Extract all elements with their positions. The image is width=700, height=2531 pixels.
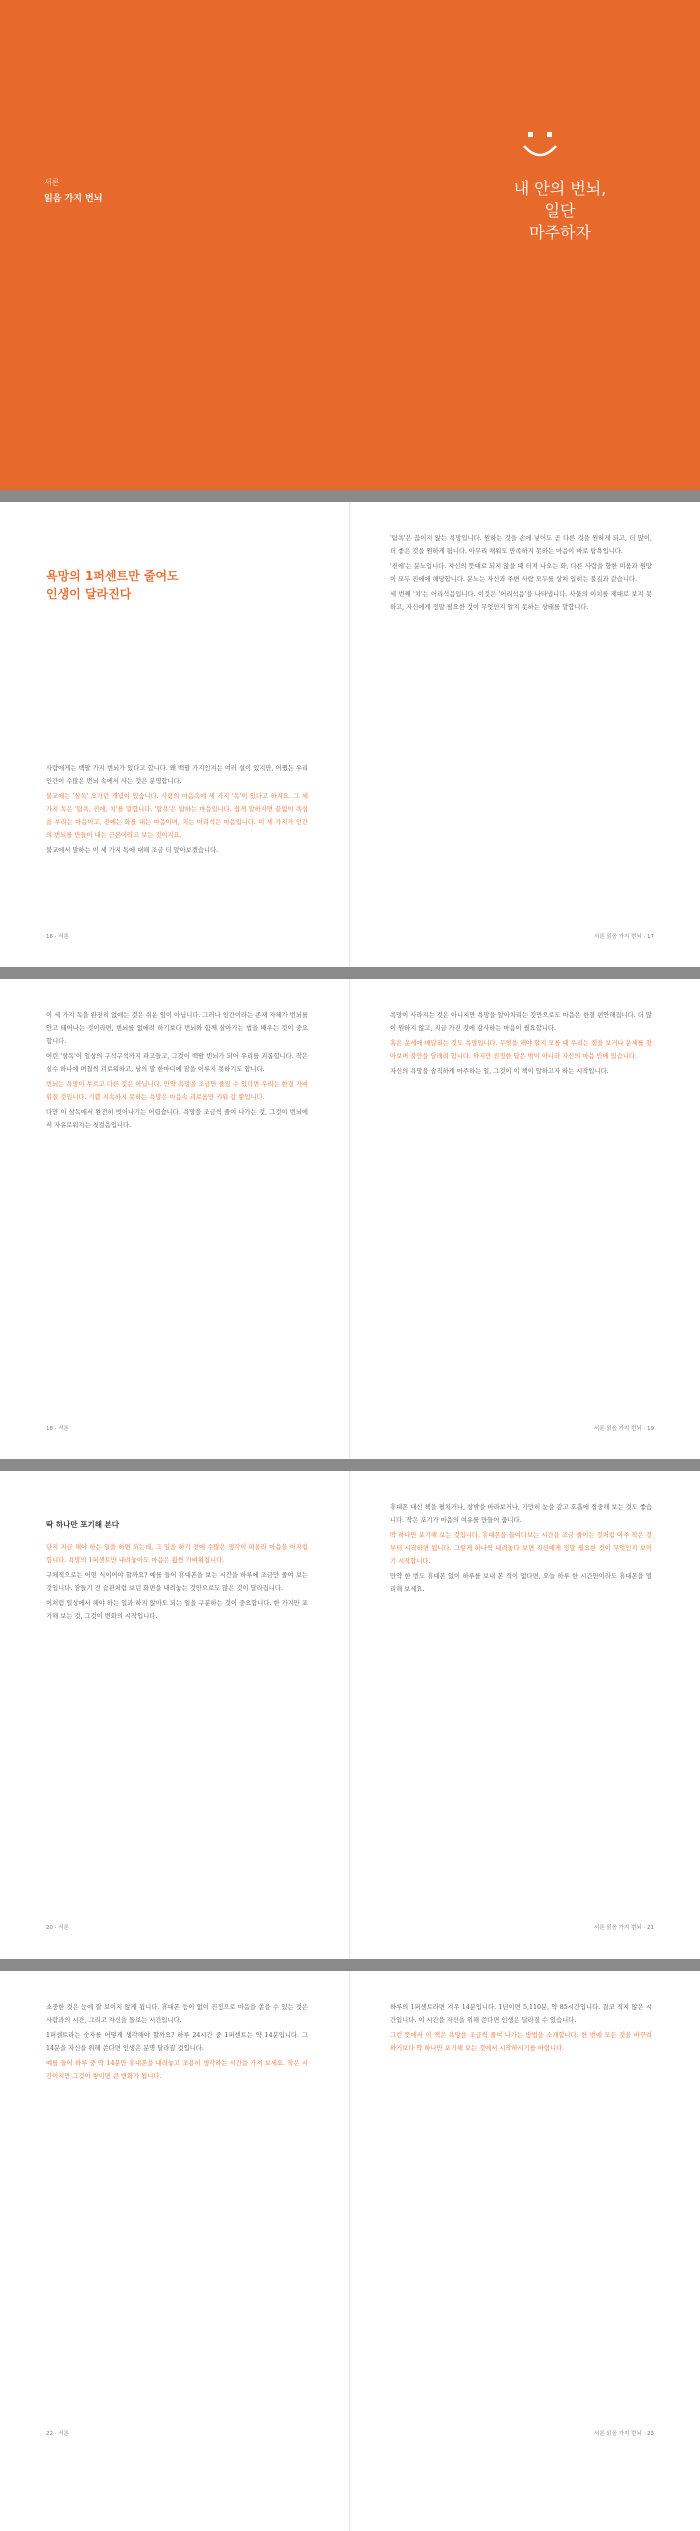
spine	[349, 1971, 351, 2531]
left-column	[46, 1541, 308, 1625]
paragraph: 휴대폰 대신 책을 펼치거나, 창밖을 바라보거나, 가만히 눈을 감고 호흡에 집중해 보는 것도 좋습니다. 작은 포기가 마음의 여유를 만들어 줍니다.	[390, 1504, 652, 1524]
left-column	[46, 1009, 308, 1134]
page-divider	[0, 1459, 700, 1471]
paragraph: 1퍼센트라는 숫자를 어떻게 생각해야 할까요? 하루 24시간 중 1퍼센트는 약 14분입니다. 그 14분을 자신을 위해 쓴다면 인생은 분명 달라질 것입니다.	[46, 2032, 308, 2052]
paragraph: 구체적으로는 어떤 식이어야 할까요? 예를 들어 휴대폰을 보는 시간을 하루에 조금만 줄여 보는 것입니다. 잠들기 전 습관처럼 보던 화면을 내려놓는 것만으로도 많은 것이 달라집니다.	[46, 1572, 308, 1592]
paragraph: '진에'는 분노입니다. 자신의 뜻대로 되지 않을 때 터져 나오는 화, 다른 사람을 향한 미움과 원망이 모두 진에에 해당합니다. 분노는 자신과 주변 사람 모두를 상처 입히는 불길과 같습니다.	[390, 563, 652, 583]
page-heading-line: 욕망의 1퍼센트만 줄여도	[46, 569, 179, 583]
spine	[349, 1471, 351, 1959]
paragraph: 이처럼 일상에서 해야 하는 일과 하지 않아도 되는 일을 구분하는 것이 중요합니다. 한 가지만 포기해 보는 것, 그것이 변화의 시작입니다.	[46, 1600, 308, 1620]
paragraph: 어린 '삼독'이 일상의 구석구석까지 파고들고, 그것이 백팔 번뇌가 되어 우리를 괴롭힙니다. 작은 실수 하나에 며칠씩 괴로워하고, 남의 말 한마디에 잠을 이루지 못하기도 합니다.	[46, 1053, 308, 1073]
spine	[349, 502, 351, 967]
spine	[349, 979, 351, 1459]
page-number-right: 서론 읽음 가지 번뇌 · 21	[594, 1925, 654, 1931]
paragraph: 사람에게는 백팔 가지 번뇌가 있다고 합니다. 왜 백팔 가지인지는 여러 설이 있지만, 어쨌든 우리 인간이 수많은 번뇌 속에서 사는 것은 분명합니다.	[46, 765, 308, 785]
paragraph: 만약 한 번도 휴대폰 없이 하루를 보내 본 적이 없다면, 오늘 하루 한 시간만이라도 휴대폰을 멀리해 보세요.	[390, 1573, 652, 1593]
chapter-kicker: 서론	[44, 178, 60, 187]
chapter-title	[470, 178, 650, 244]
paragraph: 욕망이 사라지는 것은 아니지만 욕망을 알아차리는 것만으로도 마음은 한결 편안해집니다. 더 많이 원하지 않고, 지금 가진 것에 감사하는 마음이 필요합니다.	[390, 1012, 652, 1032]
book-spread	[0, 1971, 700, 2531]
paragraph: 예를 들어 하루 중 딱 14분만 휴대폰을 내려놓고 조용히 생각하는 시간을 가져 보세요. 작은 시간이지만 그것이 쌓이면 큰 변화가 됩니다.	[46, 2060, 308, 2080]
page-divider	[0, 1959, 700, 1971]
chapter-section: 읽음 가지 번뇌	[44, 194, 103, 204]
chapter-title-line: 내 안의 번뇌,	[513, 179, 607, 198]
page-heading-line: 인생이 달라진다	[46, 587, 132, 601]
page-number-left: 22 · 서론	[46, 2431, 69, 2437]
page-divider	[0, 967, 700, 979]
left-column	[46, 762, 308, 859]
section-heading: 딱 하나만 포기해 본다	[46, 1520, 120, 1529]
page-number-left: 20 · 서론	[46, 1925, 69, 1931]
paragraph: 소중한 것은 눈에 잘 보이지 않게 됩니다. 휴대폰 등이 없이 진정으로 마음을 쏟을 수 있는 것은 사람과의 시간, 그리고 자신을 돌보는 시간입니다.	[46, 2004, 308, 2024]
paragraph: 그런 뜻에서 이 책은 욕망을 조금씩 줄여 나가는 방법을 소개합니다. 한 번에 모든 것을 바꾸려 하기보다 딱 하나만 포기해 보는 것에서 시작하시기를 바랍니다.	[390, 2032, 652, 2052]
paragraph: 불교에서 말하는 이 세 가지 독에 대해 조금 더 알아보겠습니다.	[46, 847, 219, 854]
paragraph: 혹은 운세에 매달리는 것도 욕망입니다. 무엇을 해야 할지 모를 때 우리는 점을 보거나 운세를 찾아보며 불안을 달래려 합니다. 하지만 진정한 답은 밖이 아니라 자신의 마음 안에 있습니다.	[390, 1040, 652, 1060]
page-number-right: 서론 읽음 가지 번뇌 · 17	[594, 934, 654, 940]
chapter-title-line: 마주하자	[529, 223, 591, 242]
page-number-left: 16 · 서론	[46, 934, 69, 940]
paragraph: 불교에는 '삼독' 요가던 개념이 있습니다. 사람의 마음속에 세 가지 '독'이 있다고 하지요. 그 세 가지 독은 '탐욕, 진에, 치'를 말합니다. '탐욕'은 탐하는 마음입니다. 쉽게 말하자면 끝없이 욕심을 부리는 마음이고, 진에는 화를 내는 마음이며, 치는 어리석은 마음입니다. 이 세 가지가 인간의 번뇌를 만들어 내는 근본이라고 보는 것이지요.	[46, 793, 308, 839]
book-spread	[0, 979, 700, 1459]
paragraph: 단지 지금 해야 하는 일을 하면 되는데, 그 일을 하기 전에 수많은 생각이 떠올라 마음을 어지럽힙니다. 욕망의 1퍼센트만 내려놓아도 마음은 훨씬 가벼워집니다.	[46, 1544, 308, 1564]
book-spread	[0, 1471, 700, 1959]
page-heading	[46, 567, 179, 603]
paragraph: 이 세 가지 독을 완전히 없애는 것은 쉬운 일이 아닙니다. 그러나 인간이라는 존재 자체가 번뇌를 안고 태어나는 것이라면, 번뇌를 없애려 하기보다 번뇌와 함께 살아가는 법을 배우는 것이 중요합니다.	[46, 1012, 308, 1045]
right-column	[390, 532, 652, 616]
paragraph: 다만 이 삼독에서 완전히 벗어나기는 어렵습니다. 욕망을 조금씩 줄여 나가는 것, 그것이 번뇌에서 자유로워지는 첫걸음입니다.	[46, 1109, 308, 1129]
chapter-title-line: 일단	[544, 201, 576, 220]
paragraph: 세 번째 '치'는 어리석음입니다. 이것은 '어리석음'을 나타냅니다. 사물의 이치를 제대로 보지 못하고, 자신에게 정말 필요한 것이 무엇인지 알지 못하는 상태를 말합니다.	[390, 591, 652, 611]
left-column	[46, 2001, 308, 2085]
page-number-right: 서론 읽음 가지 번뇌 · 23	[594, 2431, 654, 2437]
right-column	[390, 1009, 652, 1080]
paragraph: '탐욕'은 끊이지 않는 욕망입니다. 원하는 것을 손에 넣어도 곧 다른 것을 원하게 되고, 더 많이, 더 좋은 것을 원하게 됩니다. 아무리 채워도 만족하지 못하는 마음이 바로 탐욕입니다.	[390, 535, 652, 555]
paragraph: 자신의 욕망을 솔직하게 마주하는 일, 그것이 이 책이 말하고자 하는 시작입니다.	[390, 1068, 609, 1075]
paragraph: 번뇌는 욕망이 부르고 다른 것은 아닙니다. 만약 욕망을 조금만 줄일 수 있다면 우리는 한결 가벼워질 것입니다. 기쁨 지속하지 못하는 욕망은 마음속 괴로움만 키워 갈 뿐입니다.	[46, 1081, 308, 1101]
smiley-icon	[520, 128, 560, 164]
book-spread	[0, 502, 700, 967]
page-number-left: 18 · 서론	[46, 1426, 69, 1432]
right-column	[390, 1501, 652, 1598]
page-number-right: 서론 읽음 가지 번뇌 · 19	[594, 1426, 654, 1432]
paragraph: 딱 하나만 포기해 보는 것입니다. 휴대폰을 들여다보는 시간을 조금 줄이는 것처럼 아주 작은 것부터 시작하면 됩니다. 그렇게 하나씩 내려놓다 보면 자신에게 정말 필요한 것이 무엇인지 보이기 시작합니다.	[390, 1532, 652, 1565]
page-divider	[0, 490, 700, 502]
cover-page	[0, 0, 700, 490]
right-column	[390, 2001, 652, 2057]
paragraph: 하루의 1퍼센트라면 겨우 14분입니다. 1년이면 5,110분, 약 85시간입니다. 결코 적지 않은 시간입니다. 이 시간을 자신을 위해 쓴다면 인생은 달라질 수 있습니다.	[390, 2004, 652, 2024]
